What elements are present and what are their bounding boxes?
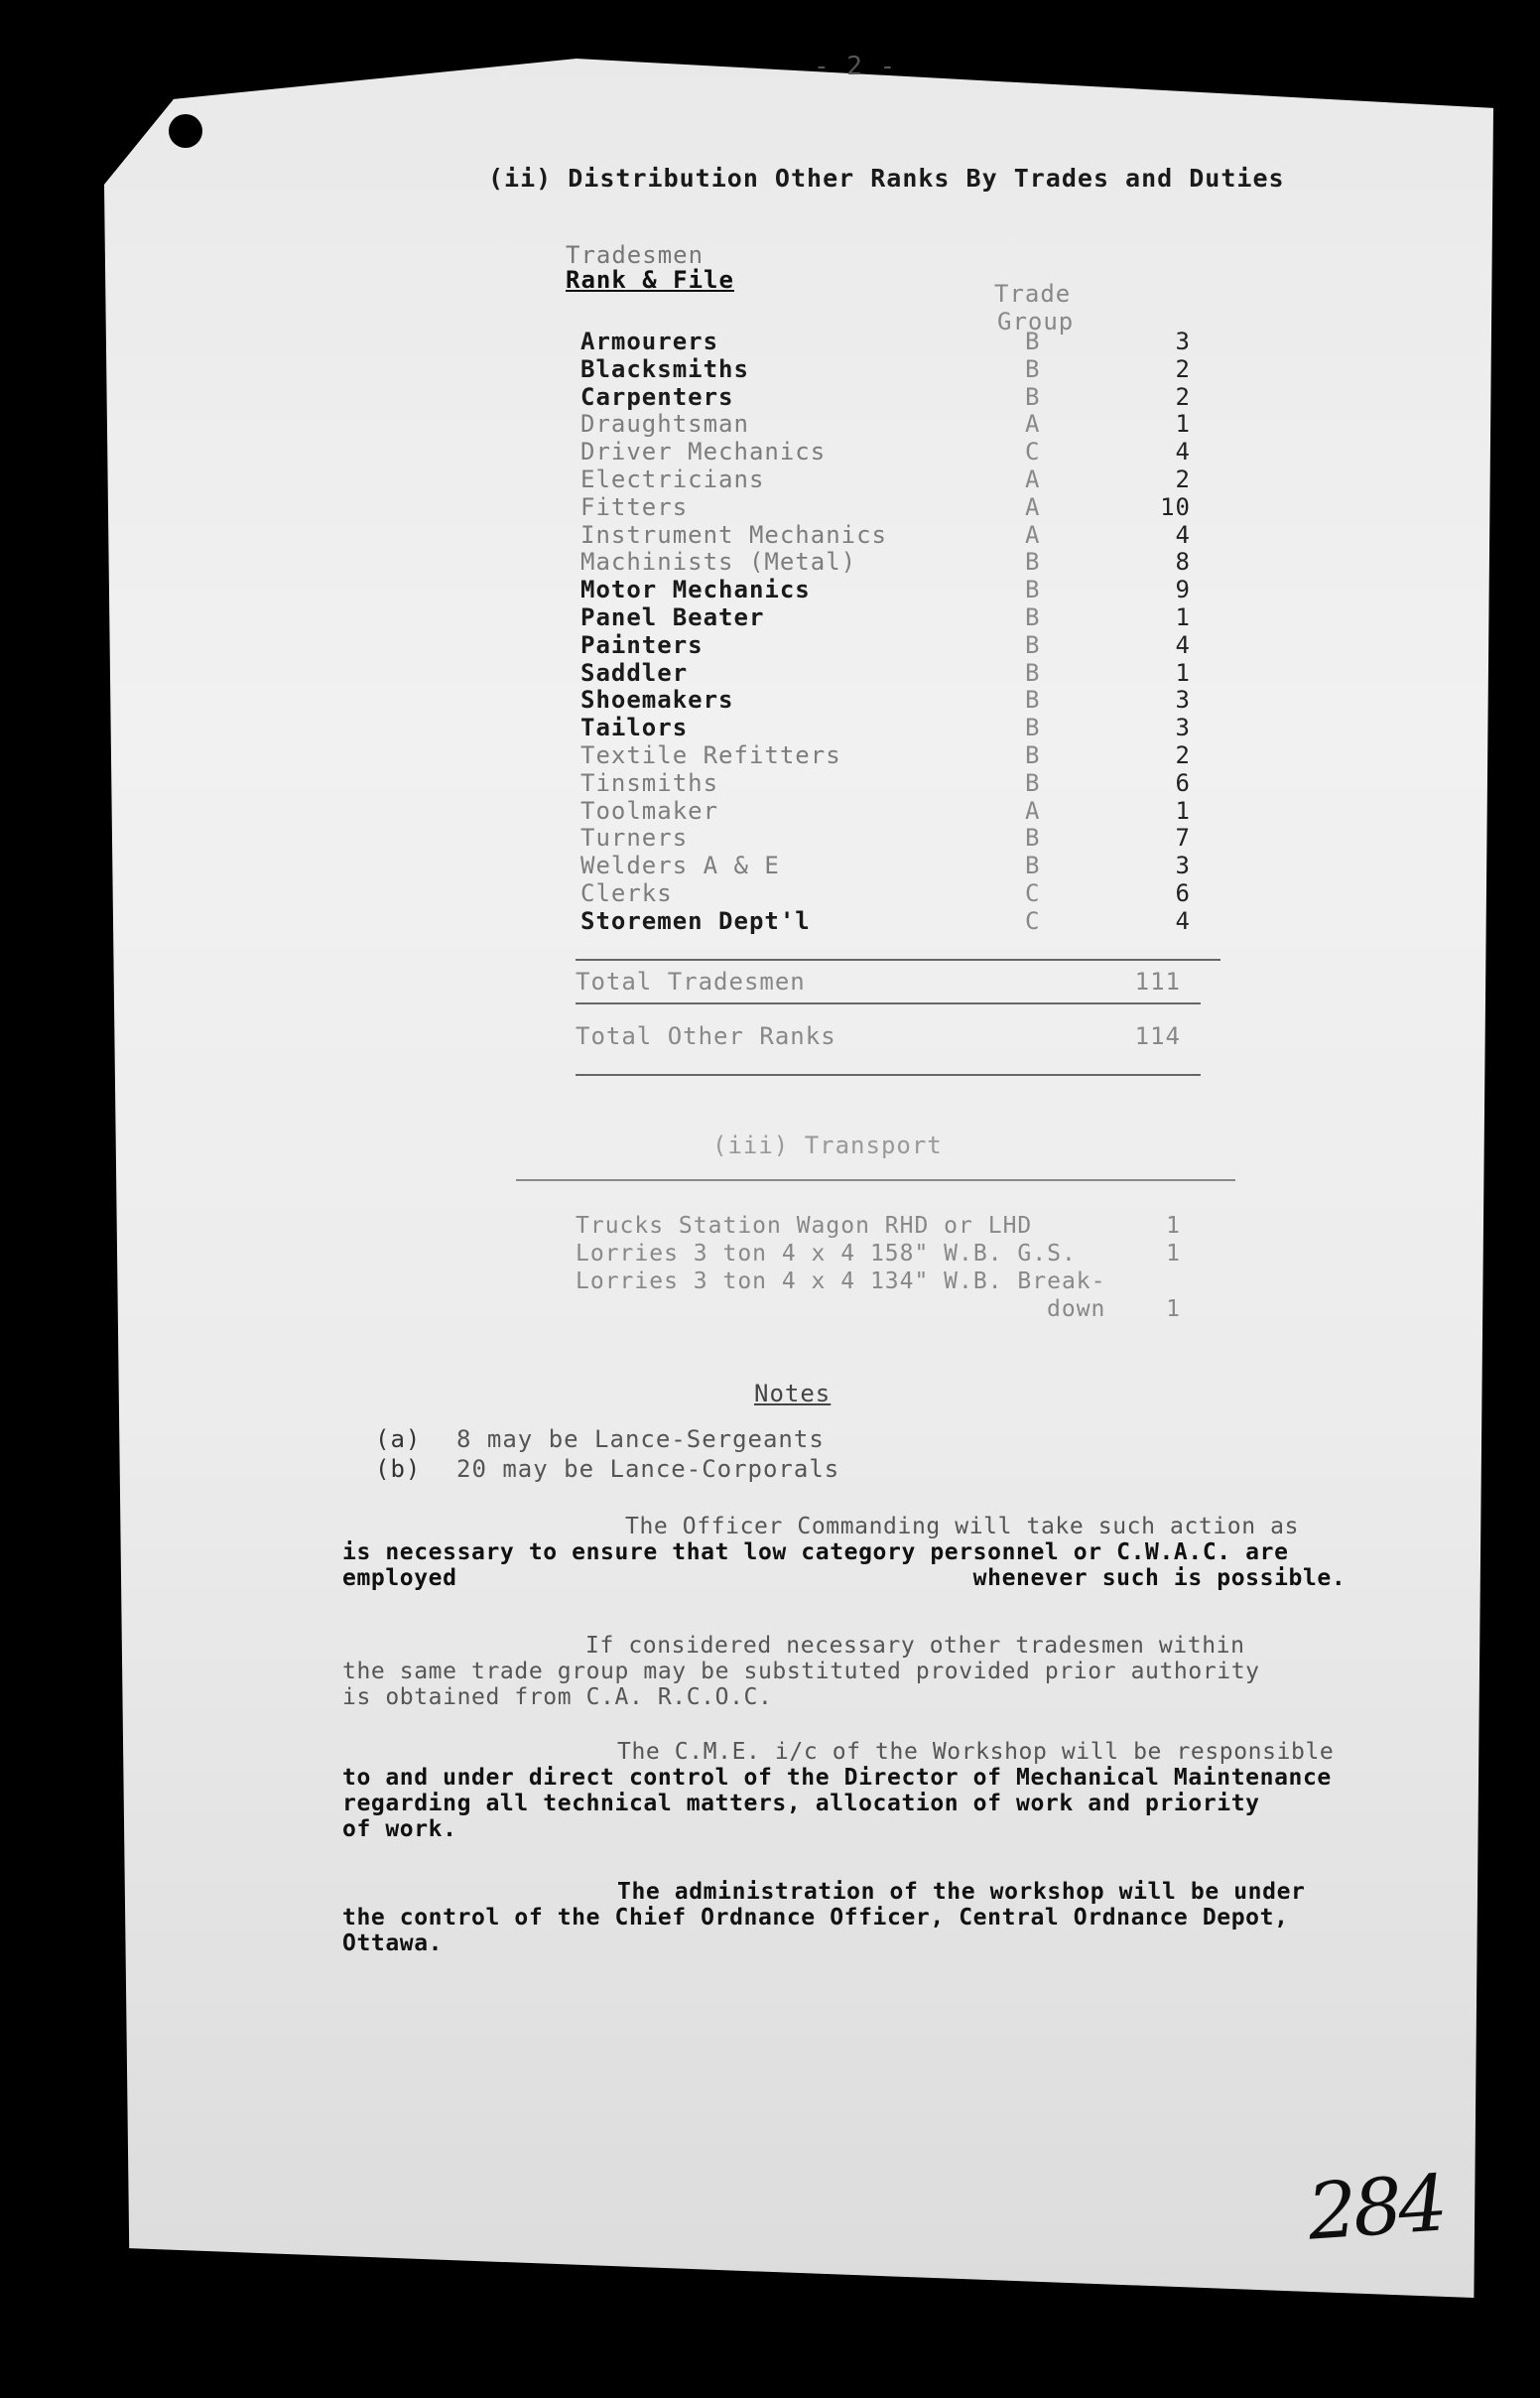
- trade-row: [580, 852, 1216, 879]
- total-tradesmen-value: 111: [1134, 968, 1181, 996]
- trade-group: C: [1025, 879, 1041, 907]
- trade-group: C: [1025, 906, 1041, 935]
- trade-count: 4: [1175, 520, 1191, 549]
- trade-count: 4: [1175, 906, 1191, 935]
- trade-row: [580, 493, 1216, 521]
- trade-count: 4: [1175, 630, 1191, 659]
- trade-count: 3: [1175, 686, 1191, 715]
- trade-count: 2: [1175, 354, 1191, 383]
- trade-row: [580, 603, 1216, 631]
- trade-count: 1: [1175, 410, 1191, 439]
- trade-group: A: [1025, 466, 1041, 493]
- trade-row: [580, 686, 1216, 714]
- trade-group: A: [1025, 520, 1041, 549]
- total-tradesmen-label: Total Tradesmen: [576, 968, 806, 996]
- paragraph-4-line: the control of the Chief Ordnance Officer, Central Ordnance Depot,: [342, 1905, 1289, 1931]
- trade-group: B: [1025, 658, 1041, 687]
- table-divider: [576, 1002, 1201, 1004]
- trade-group: B: [1025, 630, 1041, 659]
- trade-count: 10: [1160, 492, 1191, 521]
- trade-name: Blacksmiths: [580, 354, 749, 383]
- table-header-group: Group: [997, 308, 1075, 335]
- note-text: 20 may be Lance-Corporals: [456, 1455, 840, 1483]
- paragraph-3-line: The C.M.E. i/c of the Workshop will be responsible: [617, 1739, 1335, 1765]
- trade-row: [580, 355, 1216, 383]
- paragraph-1-line: employed whenever such is possible.: [342, 1565, 1347, 1591]
- transport-item-label: down: [1047, 1296, 1106, 1322]
- trade-name: Tinsmiths: [580, 768, 719, 797]
- trade-count: 8: [1175, 548, 1191, 577]
- trade-name: Saddler: [580, 658, 689, 687]
- trade-count: 3: [1175, 328, 1191, 355]
- trade-name: Motor Mechanics: [580, 576, 811, 604]
- transport-item-count: 1: [1166, 1213, 1181, 1239]
- punch-hole: [169, 114, 202, 148]
- note-text: 8 may be Lance-Sergeants: [456, 1425, 825, 1453]
- table-divider: [576, 1074, 1201, 1076]
- trade-name: Panel Beater: [580, 603, 765, 631]
- trade-name: Welders A & E: [580, 852, 780, 880]
- trade-group: B: [1025, 548, 1041, 577]
- trade-count: 3: [1175, 852, 1191, 880]
- table-header-tradesmen: Tradesmen: [566, 241, 705, 269]
- transport-item-label: Trucks Station Wagon RHD or LHD: [576, 1213, 1033, 1239]
- trade-count: 1: [1175, 603, 1191, 631]
- trade-count: 2: [1175, 382, 1191, 411]
- trade-group: A: [1025, 796, 1041, 825]
- trade-count: 3: [1175, 714, 1191, 742]
- trade-count: 6: [1175, 768, 1191, 797]
- trade-name: Tailors: [580, 714, 689, 742]
- trade-row: [580, 769, 1216, 797]
- paragraph-2-line: If considered necessary other tradesmen within: [585, 1633, 1245, 1659]
- section-title: (ii) Distribution Other Ranks By Trades and Duties: [488, 164, 1285, 193]
- paragraph-2-line: the same trade group may be substituted provided prior authority: [342, 1659, 1260, 1684]
- trade-group: B: [1025, 382, 1041, 411]
- trade-count: 1: [1175, 796, 1191, 825]
- trade-group: B: [1025, 328, 1041, 355]
- table-header-rank-file: Rank & File: [566, 266, 734, 294]
- trade-count: 1: [1175, 658, 1191, 687]
- transport-divider: [516, 1179, 1235, 1181]
- trade-group: A: [1025, 410, 1041, 439]
- trade-name: Shoemakers: [580, 686, 734, 715]
- trade-group: B: [1025, 768, 1041, 797]
- trade-row: [580, 741, 1216, 769]
- trade-name: Fitters: [580, 492, 689, 521]
- table-header-trade: Trade: [994, 280, 1072, 308]
- trade-name: Clerks: [580, 879, 673, 907]
- trade-count: 9: [1175, 576, 1191, 604]
- trade-row: [580, 383, 1216, 411]
- paragraph-3-line: to and under direct control of the Director of Mechanical Maintenance: [342, 1765, 1332, 1791]
- transport-item-count: 1: [1166, 1241, 1181, 1266]
- page-number: - 2 -: [814, 52, 897, 81]
- trade-name: Carpenters: [580, 382, 734, 411]
- trade-name: Instrument Mechanics: [580, 520, 887, 549]
- trade-name: Textile Refitters: [580, 741, 841, 769]
- trade-row: [580, 797, 1216, 825]
- trade-group: B: [1025, 741, 1041, 769]
- trade-name: Storemen Dept'l: [580, 906, 811, 935]
- paragraph-3-line: regarding all technical matters, allocation of work and priority: [342, 1791, 1260, 1816]
- trade-row: [580, 824, 1216, 852]
- notes-title: Notes: [754, 1380, 832, 1407]
- trade-row: [580, 548, 1216, 576]
- trade-group: B: [1025, 686, 1041, 715]
- trade-row: [580, 576, 1216, 603]
- paragraph-4-line: Ottawa.: [342, 1931, 444, 1956]
- transport-item-count: 1: [1166, 1296, 1181, 1322]
- note-key: (b): [375, 1455, 422, 1483]
- trade-row: [580, 466, 1216, 493]
- trade-row: [580, 521, 1216, 549]
- table-divider: [576, 959, 1220, 961]
- trade-row: [580, 631, 1216, 659]
- trade-group: A: [1025, 492, 1041, 521]
- trade-row: [580, 659, 1216, 687]
- trade-count: 6: [1175, 879, 1191, 907]
- trade-row: [580, 328, 1216, 355]
- trade-row: [580, 879, 1216, 907]
- trade-group: B: [1025, 603, 1041, 631]
- transport-title: (iii) Transport: [712, 1132, 943, 1159]
- trade-row: [580, 410, 1216, 438]
- trade-name: Toolmaker: [580, 796, 719, 825]
- transport-item-label: Lorries 3 ton 4 x 4 134" W.B. Break-: [576, 1268, 1106, 1294]
- trade-name: Armourers: [580, 328, 719, 355]
- paragraph-1-line: is necessary to ensure that low category personnel or C.W.A.C. are: [342, 1539, 1289, 1565]
- trade-group: B: [1025, 824, 1041, 853]
- trade-name: Draughtsman: [580, 410, 749, 439]
- total-other-ranks-label: Total Other Ranks: [576, 1022, 836, 1050]
- trade-row: [580, 714, 1216, 741]
- trade-group: B: [1025, 852, 1041, 880]
- transport-item-label: Lorries 3 ton 4 x 4 158" W.B. G.S.: [576, 1241, 1077, 1266]
- paragraph-3-line: of work.: [342, 1816, 457, 1842]
- paragraph-2-line: is obtained from C.A. R.C.O.C.: [342, 1684, 773, 1710]
- trade-name: Turners: [580, 824, 689, 853]
- note-key: (a): [375, 1425, 422, 1453]
- trade-name: Painters: [580, 630, 704, 659]
- note-item: [375, 1425, 825, 1453]
- trade-row: [580, 907, 1216, 935]
- trade-count: 7: [1175, 824, 1191, 853]
- trade-name: Driver Mechanics: [580, 438, 827, 466]
- total-other-ranks-value: 114: [1134, 1022, 1181, 1050]
- handwritten-page-number: 284: [1305, 2159, 1447, 2258]
- trade-count: 2: [1175, 466, 1191, 493]
- trade-group: B: [1025, 576, 1041, 604]
- note-item: [375, 1455, 839, 1483]
- trade-count: 2: [1175, 741, 1191, 769]
- trade-name: Electricians: [580, 466, 765, 493]
- paragraph-1-line: The Officer Commanding will take such action as: [625, 1514, 1300, 1539]
- paragraph-4-line: The administration of the workshop will be under: [617, 1879, 1306, 1905]
- trade-name: Machinists (Metal): [580, 548, 857, 577]
- trade-count: 4: [1175, 438, 1191, 466]
- trade-group: C: [1025, 438, 1041, 466]
- trade-row: [580, 438, 1216, 466]
- trade-group: B: [1025, 714, 1041, 742]
- trade-group: B: [1025, 354, 1041, 383]
